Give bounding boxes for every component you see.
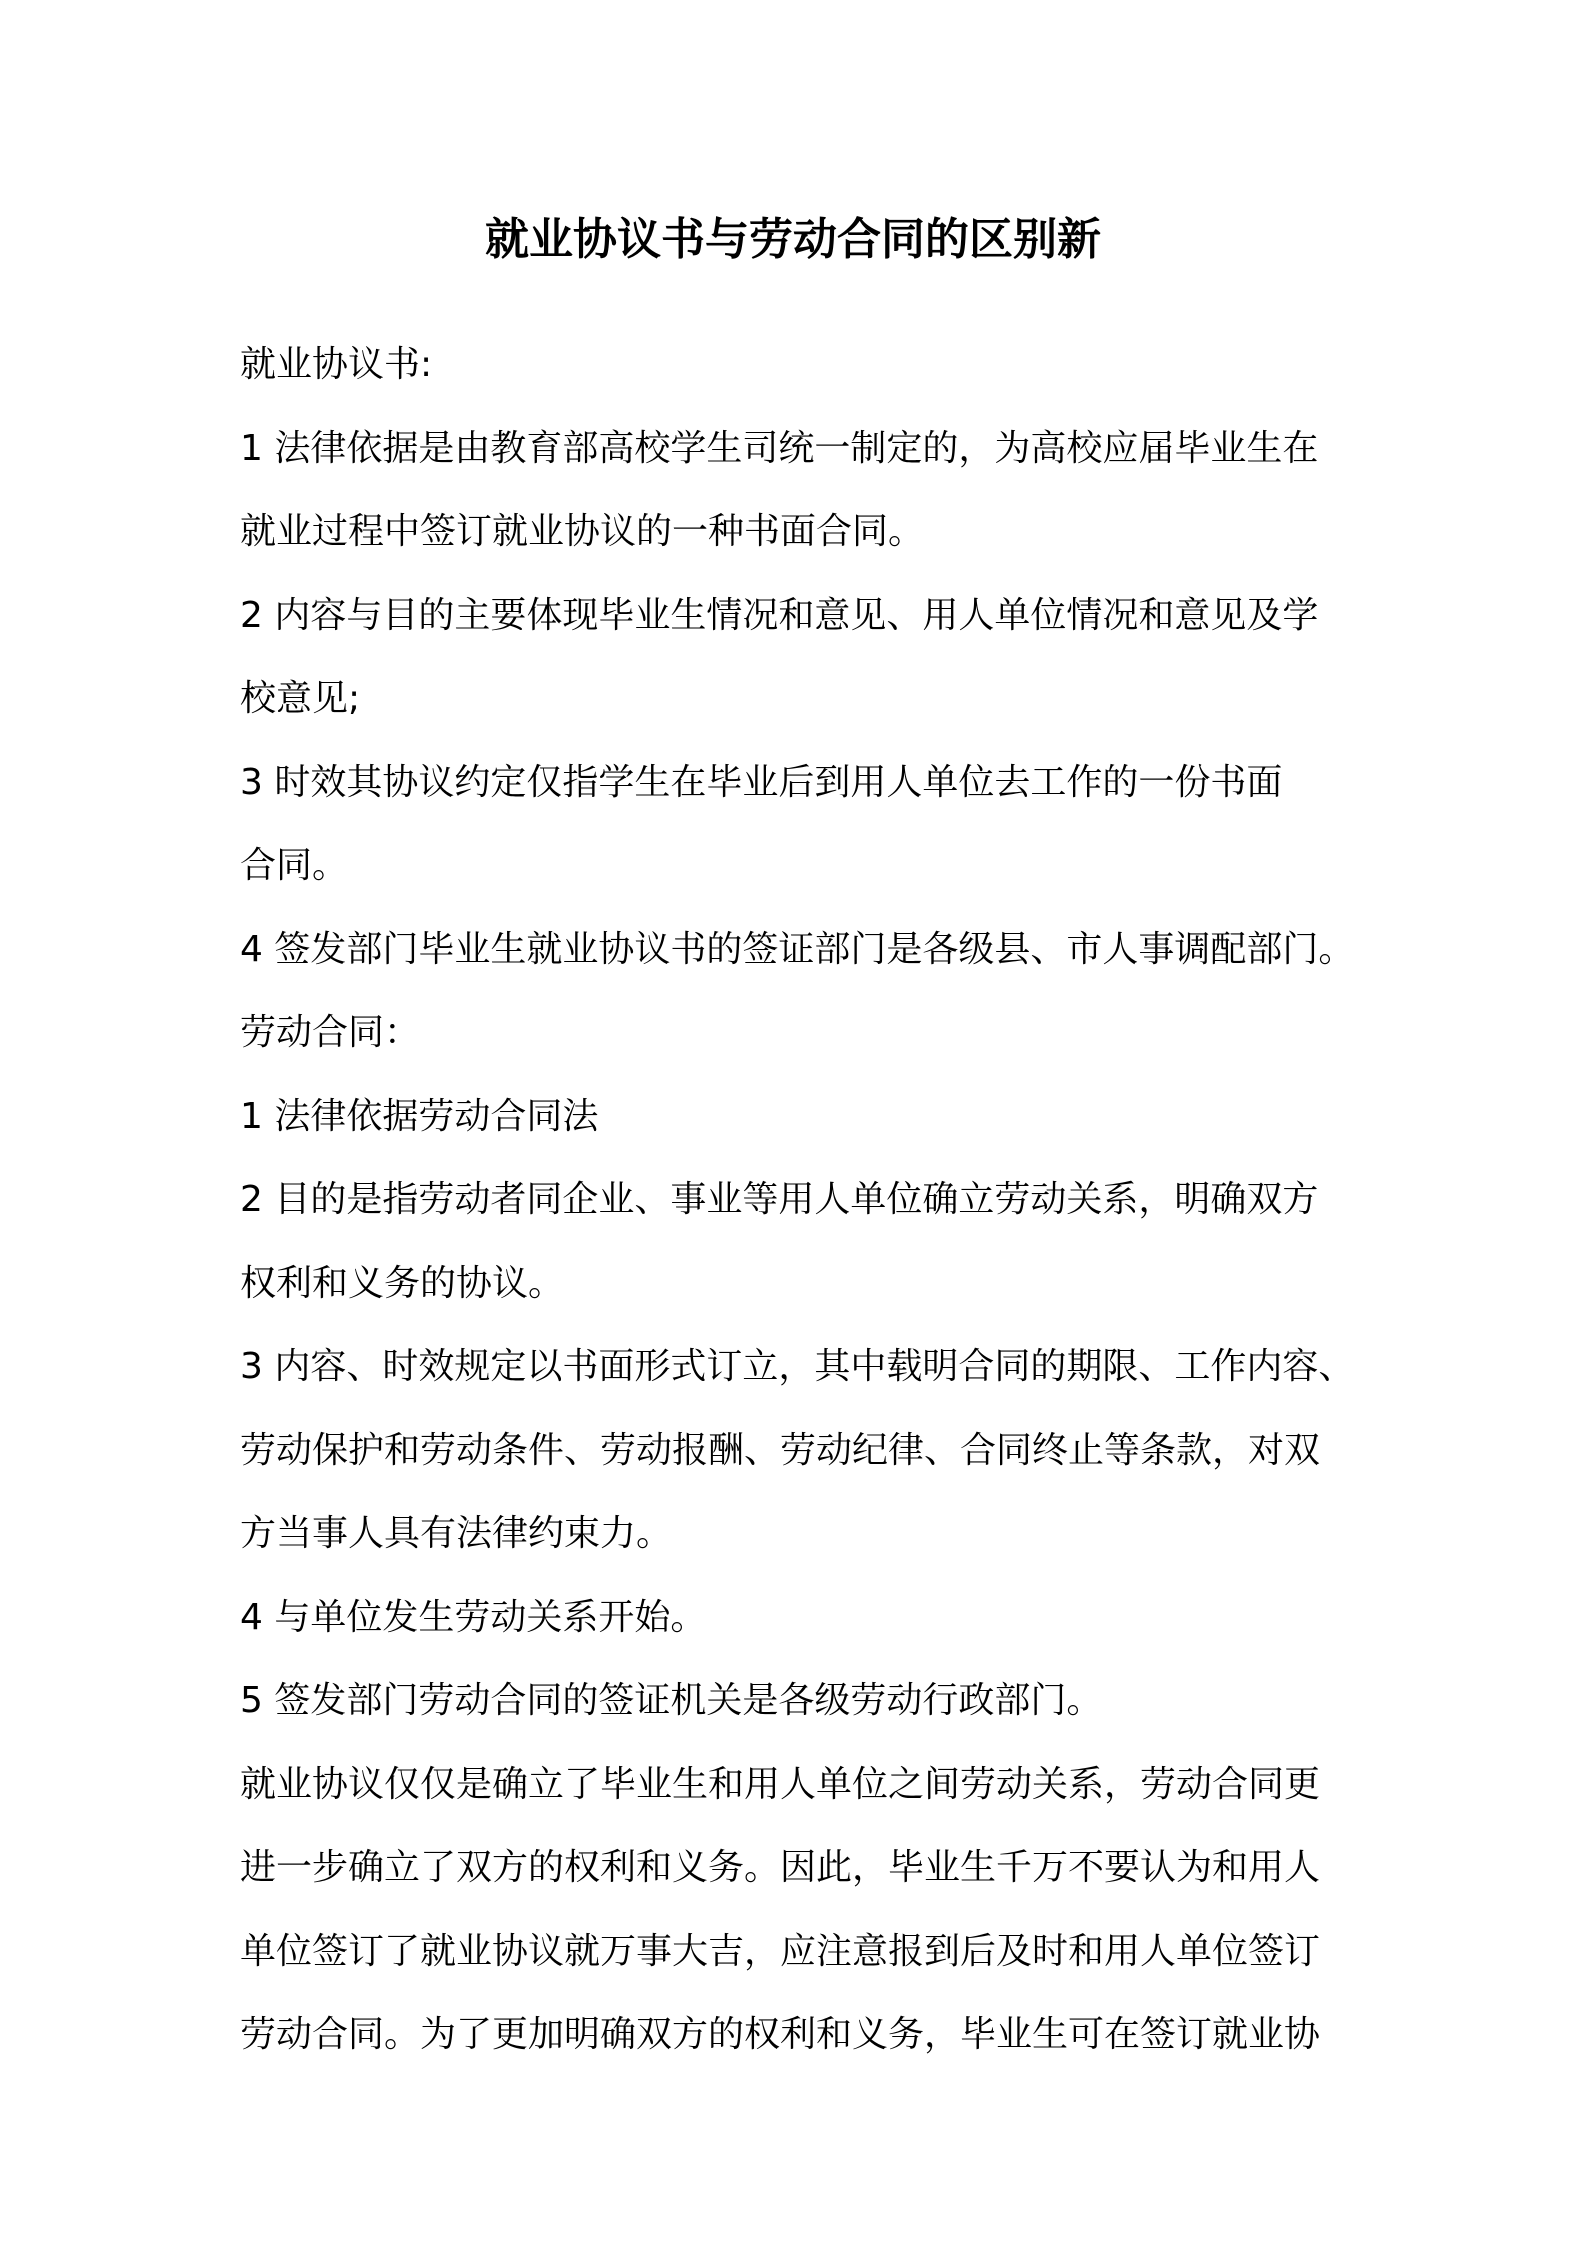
text-line: 就业协议书:: [240, 344, 433, 385]
text-line: 单位签订了就业协议就万事大吉，应注意报到后及时和用人单位签订: [240, 1930, 1321, 1972]
text-line: 就业过程中签订就业协议的一种书面合同。: [240, 511, 925, 552]
text-line: 就业协议仅仅是确立了毕业生和用人单位之间劳动关系，劳动合同更: [240, 1763, 1321, 1805]
text-line: 4 签发部门毕业生就业协议书的签证部门是各级县、市人事调配部门。: [240, 928, 1355, 970]
text-line: 3 内容、时效规定以书面形式订立，其中载明合同的期限、工作内容、: [240, 1346, 1355, 1387]
text-line: 劳动合同：: [240, 1012, 421, 1053]
text-line: 劳动保护和劳动条件、劳动报酬、劳动纪律、合同终止等条款，对双: [240, 1429, 1321, 1471]
text-line: 5 签发部门劳动合同的签证机关是各级劳动行政部门。: [240, 1680, 1103, 1721]
document-title: 就业协议书与劳动合同的区别新: [485, 214, 1101, 265]
text-line: 进一步确立了双方的权利和义务。因此，毕业生千万不要认为和用人: [240, 1847, 1321, 1888]
text-line: 1 法律依据劳动合同法: [240, 1095, 599, 1137]
text-line: 2 内容与目的主要体现毕业生情况和意见、用人单位情况和意见及学: [240, 594, 1319, 636]
text-line: 3 时效其协议约定仅指学生在毕业后到用人单位去工作的一份书面: [240, 761, 1283, 803]
text-line: 权利和义务的协议。: [240, 1262, 565, 1304]
text-line: 劳动合同。为了更加明确双方的权利和义务，毕业生可在签订就业协: [240, 2014, 1321, 2055]
text-line: 4 与单位发生劳动关系开始。: [240, 1596, 707, 1638]
text-line: 合同。: [240, 845, 349, 886]
text-line: 方当事人具有法律约束力。: [240, 1513, 673, 1554]
document-body: [240, 323, 1370, 2077]
text-line: 校意见;: [240, 678, 361, 719]
text-line: 2 目的是指劳动者同企业、事业等用人单位确立劳动关系，明确双方: [240, 1179, 1319, 1220]
text-line: 1 法律依据是由教育部高校学生司统一制定的，为高校应届毕业生在: [240, 427, 1319, 469]
